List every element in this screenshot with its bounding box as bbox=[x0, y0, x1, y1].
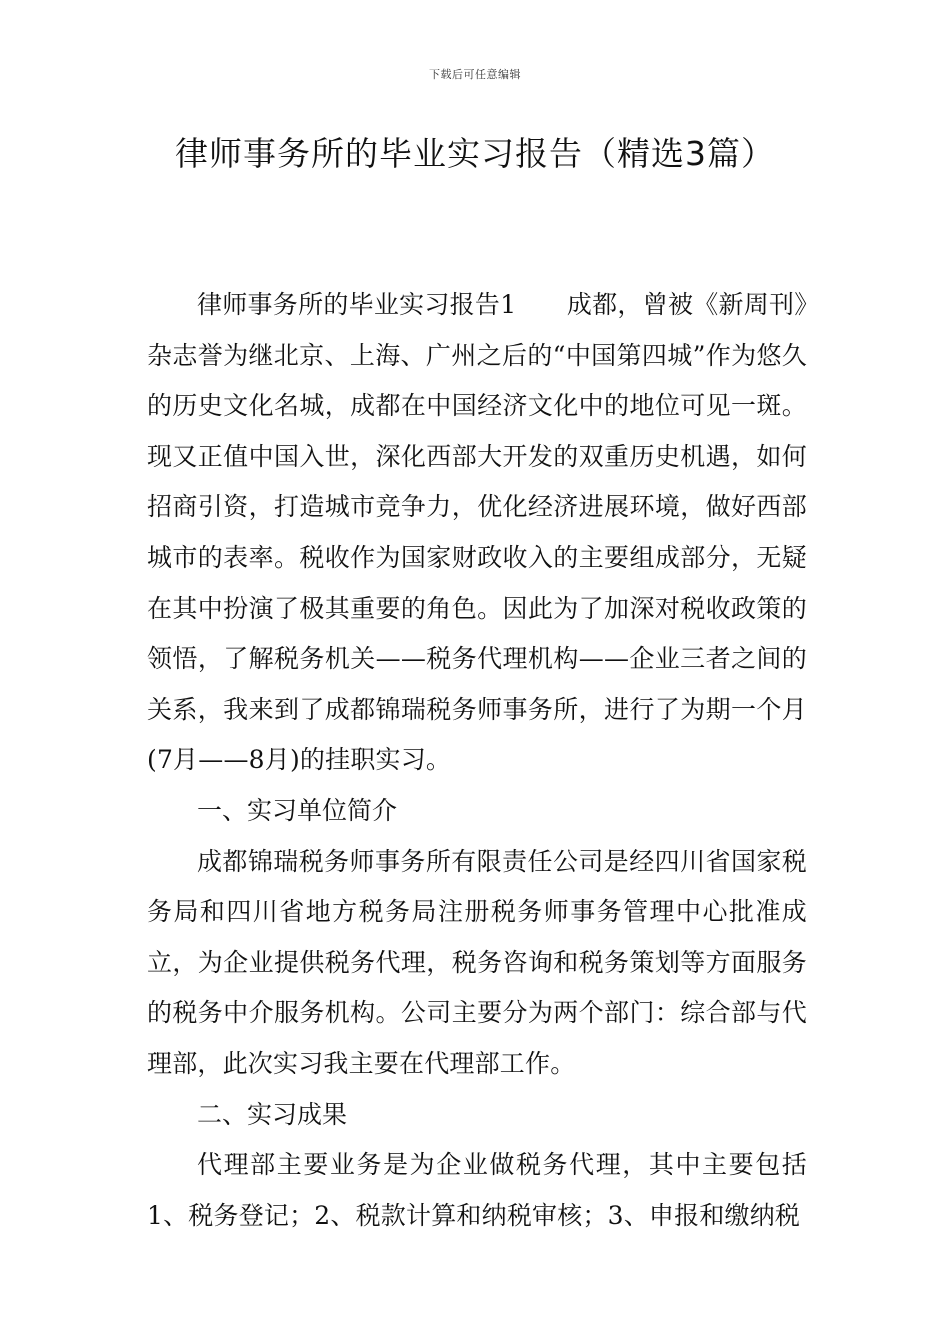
paragraph-results: 代理部主要业务是为企业做税务代理，其中主要包括1、税务登记；2、税款计算和纳税审核；3、申报和缴纳税 bbox=[147, 1150, 807, 1230]
paragraph-intro: 律师事务所的毕业实习报告1 成都，曾被《新周刊》杂志誉为继北京、上海、广州之后的“中国第四城”作为悠久的历史文化名城，成都在中国经济文化中的地位可见一斑。现又正值中国入世，深化西部大开发的双重历史机遇，如何招商引资，打造城市竞争力，优化经济进展环境，做好西部城市的表率。税收作为国家财政收入的主要组成部分，无疑在其中扮演了极其重要的角色。因此为了加深对税收政策的领悟，了解税务机关——税务代理机构——企业三者之间的关系，我来到了成都锦瑞税务师事务所，进行了为期一个月(7月——8月)的挂职实习。 bbox=[147, 290, 807, 775]
paragraph-unit-description: 成都锦瑞税务师事务所有限责任公司是经四川省国家税务局和四川省地方税务局注册税务师事务管理中心批准成立，为企业提供税务代理，税务咨询和税务策划等方面服务的税务中介服务机构。公司主要分为两个部门：综合部与代理部，此次实习我主要在代理部工作。 bbox=[147, 846, 807, 1078]
header-note: 下载后可任意编辑 bbox=[429, 68, 521, 81]
document-body bbox=[147, 280, 807, 1241]
section-heading-results: 二、实习成果 bbox=[197, 1099, 348, 1129]
section-heading-unit-intro: 一、实习单位简介 bbox=[197, 795, 398, 825]
document-title: 律师事务所的毕业实习报告（精选3篇） bbox=[175, 134, 775, 173]
